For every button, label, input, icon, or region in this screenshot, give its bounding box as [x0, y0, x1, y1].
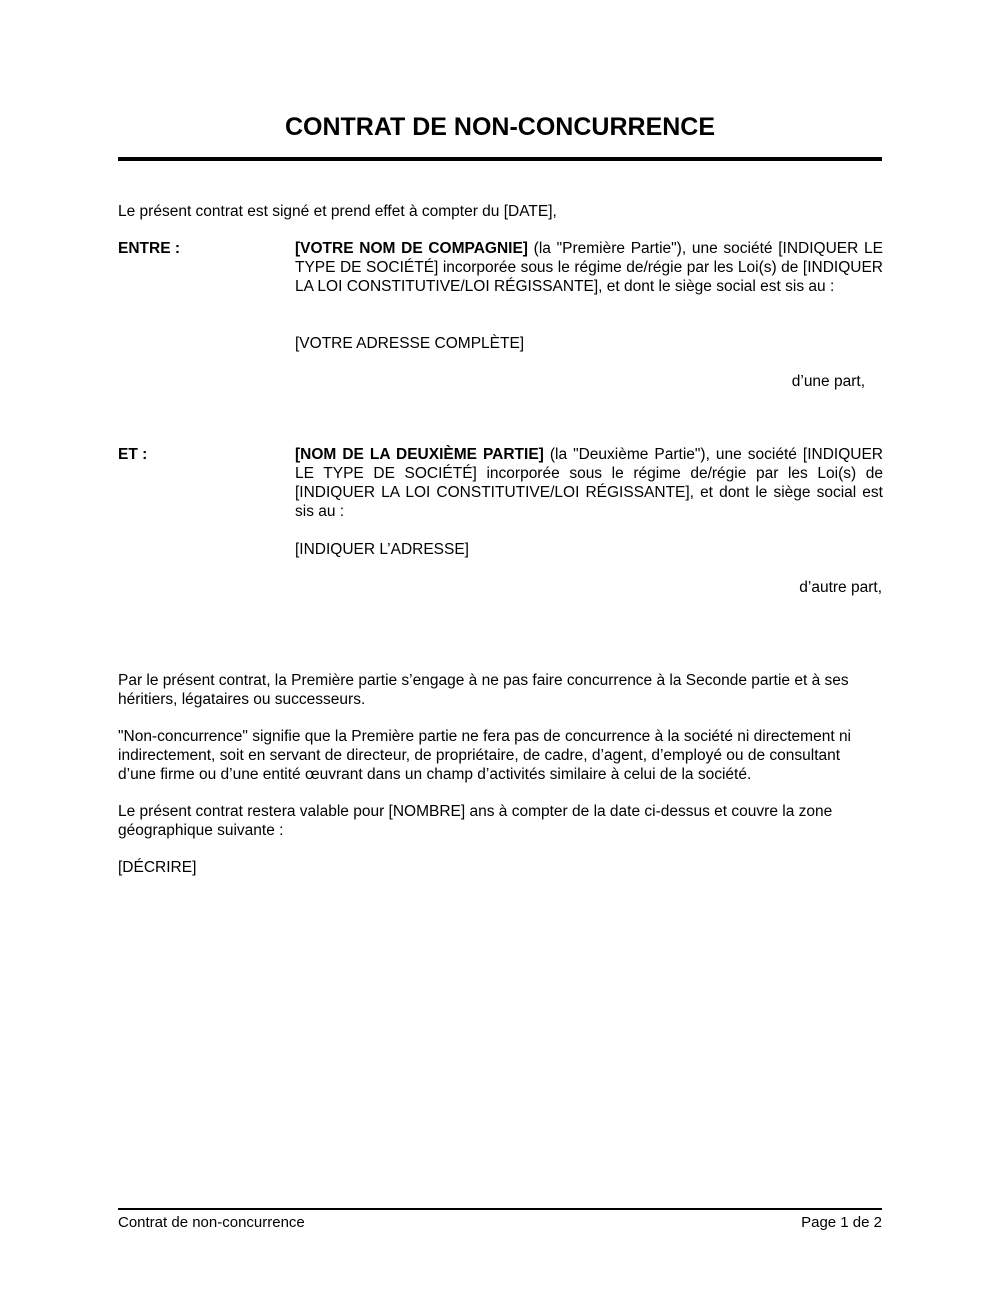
party1-details: (la "Première Partie"), une société [INDIQUER LE TYPE DE SOCIÉTÉ] incorporée sous le régime de/régie par les Loi(s) de [INDIQUER LA LOI CONSTITUTIVE/LOI RÉGISSANTE], et dont le siège social est sis au :	[295, 240, 883, 295]
party2-details: (la "Deuxième Partie"), une société [INDIQUER LE TYPE DE SOCIÉTÉ] incorporée sous le régime de/régie par les Loi(s) de [INDIQUER LA LOI CONSTITUTIVE/LOI RÉGISSANTE], et dont le siège social est sis au :	[295, 446, 883, 520]
party2-address: [INDIQUER L’ADRESSE]	[295, 541, 469, 558]
paragraph-engagement: Par le présent contrat, la Première partie s’engage à ne pas faire concurrence à la Seconde partie et à ses héritiers, légataires ou successeurs.	[118, 672, 849, 708]
party1-description	[295, 239, 883, 296]
title-divider	[118, 157, 882, 161]
party2-closing: d’autre part,	[799, 579, 882, 596]
party1-label: ENTRE :	[118, 240, 180, 257]
paragraph-describe: [DÉCRIRE]	[118, 859, 197, 876]
document-title: CONTRAT DE NON-CONCURRENCE	[284, 113, 716, 141]
footer-divider	[118, 1208, 882, 1210]
party1-name: [VOTRE NOM DE COMPAGNIE]	[295, 240, 528, 257]
party2-label: ET :	[118, 446, 148, 463]
paragraph-definition: "Non-concurrence" signifie que la Première partie ne fera pas de concurrence à la société ni directement ni indirectement, soit en servant de directeur, de propriétaire, de cadre, d’agent, d’employé ou de consultant d’une firme ou d’une entité œuvrant dans un champ d’activités similaire à celui de la société.	[118, 728, 852, 783]
party1-address: [VOTRE ADRESSE COMPLÈTE]	[295, 335, 525, 352]
party1-closing: d’une part,	[791, 373, 865, 390]
intro-paragraph: Le présent contrat est signé et prend effet à compter du [DATE],	[118, 203, 557, 220]
paragraph-duration: Le présent contrat restera valable pour [NOMBRE] ans à compter de la date ci-dessus et couvre la zone géographique suivante :	[118, 803, 833, 839]
party2-description	[295, 445, 883, 521]
party2-name: [NOM DE LA DEUXIÈME PARTIE]	[295, 446, 544, 463]
footer-document-name: Contrat de non-concurrence	[118, 1214, 305, 1231]
footer-page-number: Page 1 de 2	[801, 1214, 882, 1231]
